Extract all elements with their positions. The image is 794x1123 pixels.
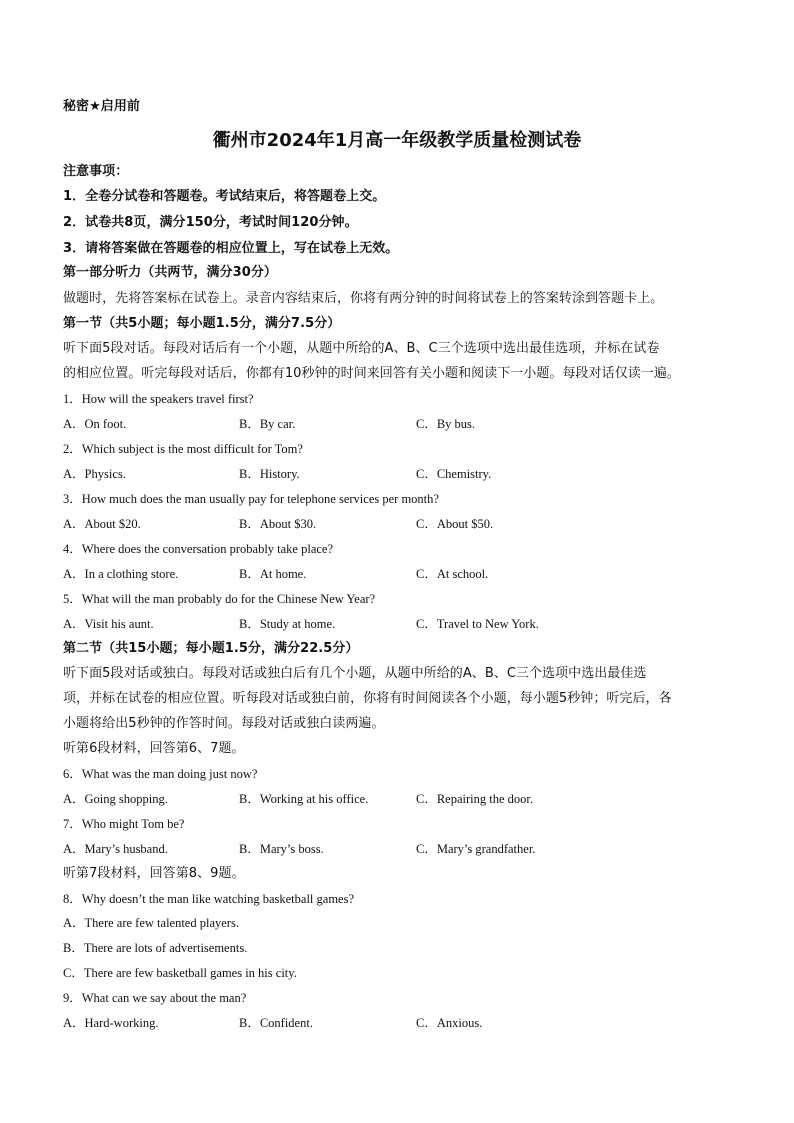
option-5a: A．Visit his aunt. — [63, 617, 154, 631]
section2-instruction: 听下面5段对话或独白。每段对话或独白后有几个小题，从题中所给的A、B、C三个选项中选出最佳选 — [63, 666, 647, 681]
option-7c: C．Mary’s grandfather. — [416, 842, 536, 856]
question-5: 5．What will the man probably do for the Chinese New Year? — [63, 592, 376, 606]
option-8a: A．There are few talented players. — [63, 916, 239, 930]
section1-instruction: 的相应位置。听完每段对话后，你都有10秒钟的时间来回答有关小题和阅读下一小题。每段对话仅读一遍。 — [63, 366, 680, 381]
notice-item: 1．全卷分试卷和答题卷。考试结束后，将答题卷上交。 — [63, 189, 386, 204]
section2-heading: 第二节（共15小题；每小题1.5分，满分22.5分） — [63, 641, 359, 656]
section2-instruction: 项，并标在试卷的相应位置。听每段对话或独白前，你将有时间阅读各个小题，每小题5秒钟；听完后，各 — [63, 691, 672, 706]
question-7: 7．Who might Tom be? — [63, 817, 185, 831]
option-2a: A．Physics. — [63, 467, 126, 481]
option-7b: B．Mary’s boss. — [239, 842, 324, 856]
option-5c: C．Travel to New York. — [416, 617, 539, 631]
option-2c: C．Chemistry. — [416, 467, 492, 481]
question-1: 1．How will the speakers travel first? — [63, 392, 254, 406]
option-9a: A．Hard-working. — [63, 1016, 159, 1030]
option-6c: C．Repairing the door. — [416, 792, 533, 806]
section1-instruction: 听下面5段对话。每段对话后有一个小题，从题中所给的A、B、C三个选项中选出最佳选项，并标在试卷 — [63, 341, 660, 356]
part1-heading: 第一部分听力（共两节，满分30分） — [63, 265, 277, 280]
option-3a: A．About $20. — [63, 517, 141, 531]
option-9c: C．Anxious. — [416, 1016, 483, 1030]
notice-item: 3．请将答案做在答题卷的相应位置上，写在试卷上无效。 — [63, 241, 399, 256]
question-8: 8．Why doesn’t the man like watching basketball games? — [63, 892, 355, 906]
option-4a: A．In a clothing store. — [63, 567, 179, 581]
option-2b: B．History. — [239, 467, 300, 481]
option-4c: C．At school. — [416, 567, 489, 581]
option-8b: B．There are lots of advertisements. — [63, 941, 248, 955]
option-1a: A．On foot. — [63, 417, 127, 431]
notice-item: 2．试卷共8页，满分150分，考试时间120分钟。 — [63, 215, 358, 230]
option-3b: B．About $30. — [239, 517, 317, 531]
option-7a: A．Mary’s husband. — [63, 842, 168, 856]
material-6-note: 听第6段材料，回答第6、7题。 — [63, 741, 245, 756]
confidential-label: 秘密★启用前 — [63, 99, 140, 114]
option-5b: B．Study at home. — [239, 617, 336, 631]
option-6b: B．Working at his office. — [239, 792, 369, 806]
question-4: 4．Where does the conversation probably take place? — [63, 542, 334, 556]
option-1b: B．By car. — [239, 417, 296, 431]
option-8c: C．There are few basketball games in his city. — [63, 966, 297, 980]
section1-heading: 第一节（共5小题；每小题1.5分，满分7.5分） — [63, 316, 341, 331]
option-9b: B．Confident. — [239, 1016, 313, 1030]
option-1c: C．By bus. — [416, 417, 476, 431]
question-9: 9．What can we say about the man? — [63, 991, 247, 1005]
option-6a: A．Going shopping. — [63, 792, 168, 806]
material-7-note: 听第7段材料，回答第8、9题。 — [63, 866, 245, 881]
section2-instruction: 小题将给出5秒钟的作答时间。每段对话或独白读两遍。 — [63, 716, 385, 731]
option-3c: C．About $50. — [416, 517, 494, 531]
part1-instruction: 做题时，先将答案标在试卷上。录音内容结束后，你将有两分钟的时间将试卷上的答案转涂到答题卡上。 — [63, 291, 664, 306]
question-6: 6．What was the man doing just now? — [63, 767, 258, 781]
option-4b: B．At home. — [239, 567, 307, 581]
exam-title: 衢州市2024年1月高一年级教学质量检测试卷 — [212, 130, 582, 151]
notice-heading: 注意事项： — [63, 164, 129, 179]
question-3: 3．How much does the man usually pay for telephone services per month? — [63, 492, 439, 506]
question-2: 2．Which subject is the most difficult for Tom? — [63, 442, 303, 456]
